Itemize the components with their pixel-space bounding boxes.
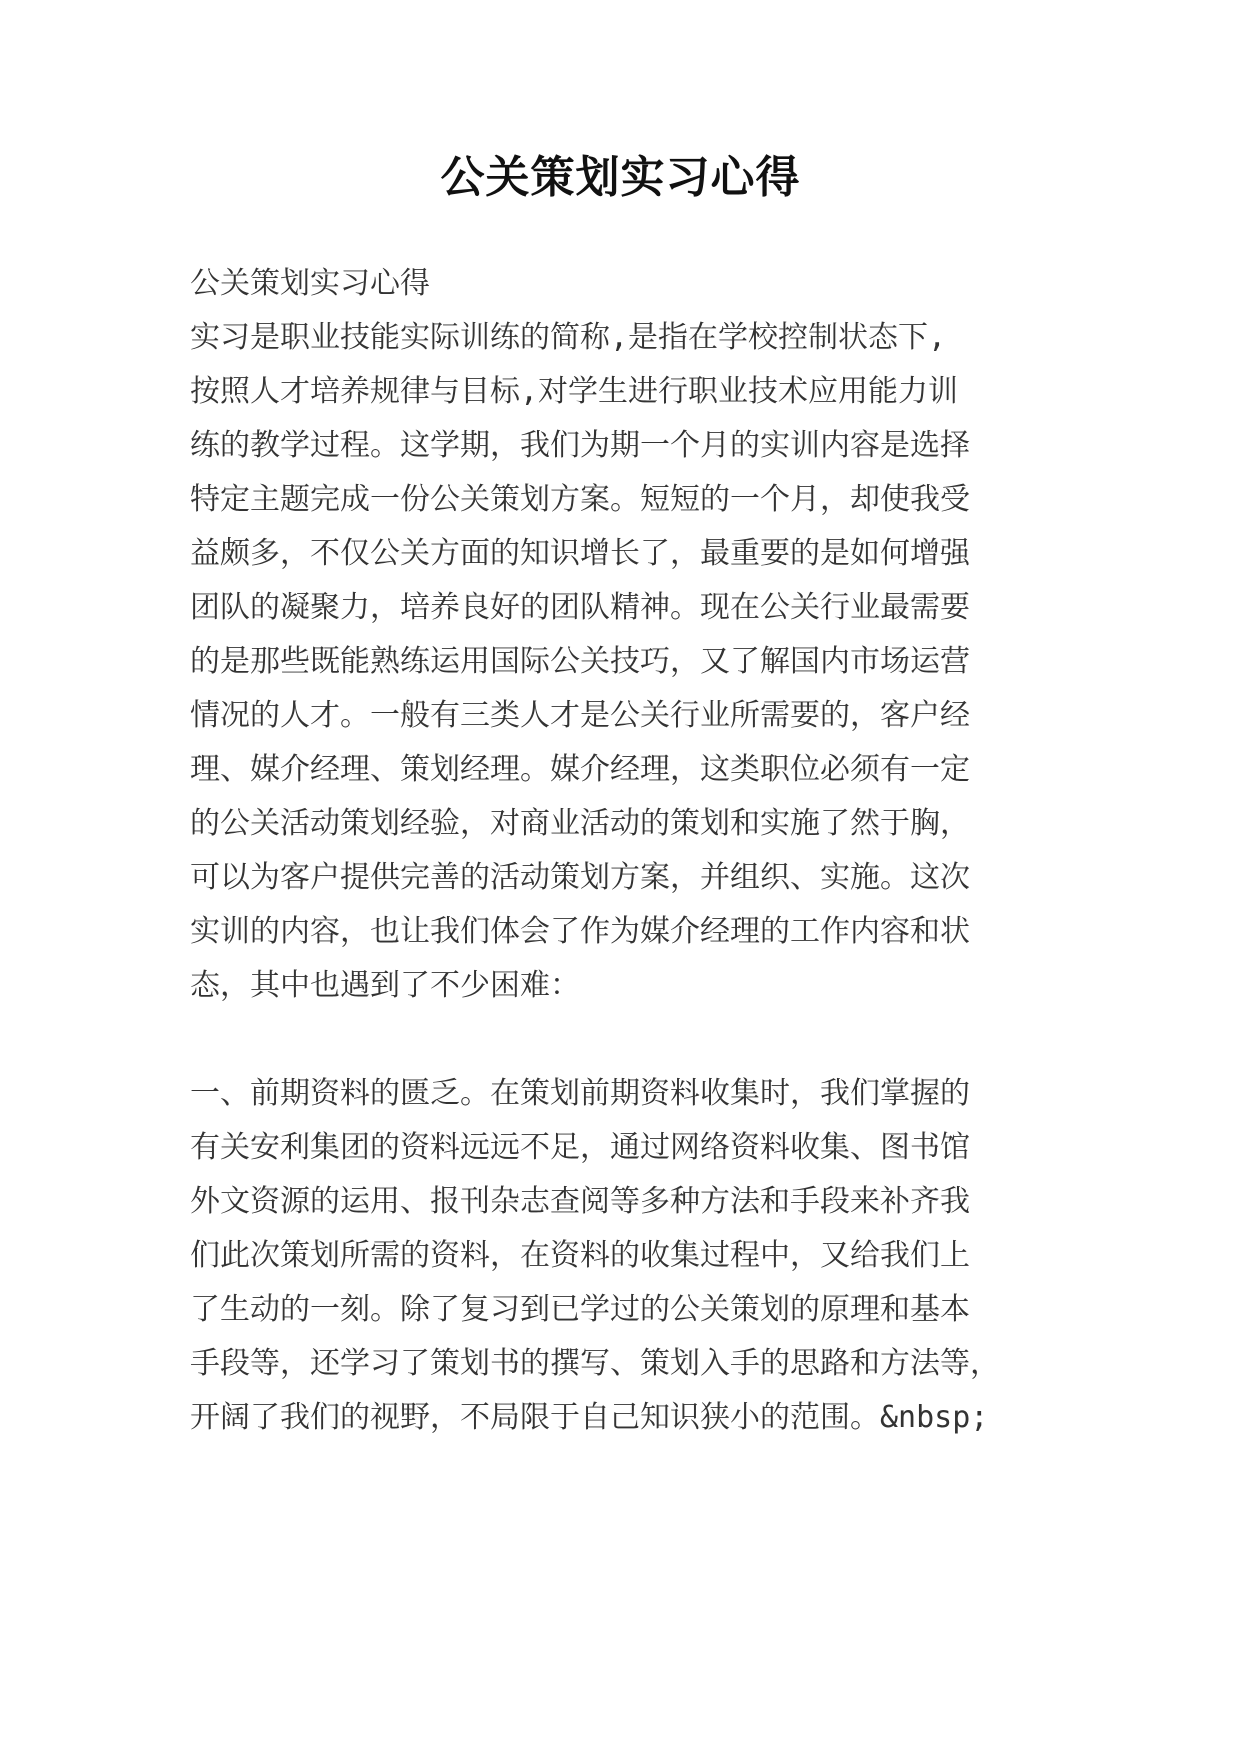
text-line: 们此次策划所需的资料，在资料的收集过程中，又给我们上	[190, 1238, 970, 1273]
text-line: 手段等，还学习了策划书的撰写、策划入手的思路和方法等，	[190, 1346, 1000, 1381]
text-line: 开阔了我们的视野，不局限于自己知识狭小的范围。&nbsp;	[190, 1400, 989, 1435]
text-line: 一、前期资料的匮乏。在策划前期资料收集时，我们掌握的	[190, 1076, 970, 1111]
text-line: 有关安利集团的资料远远不足，通过网络资料收集、图书馆	[190, 1130, 970, 1165]
text-line: 的是那些既能熟练运用国际公关技巧，又了解国内市场运营	[190, 644, 970, 679]
text-line: 按照人才培养规律与目标,对学生进行职业技术应用能力训	[190, 374, 959, 409]
text-line: 益颇多，不仅公关方面的知识增长了，最重要的是如何增强	[190, 536, 970, 571]
text-line: 团队的凝聚力，培养良好的团队精神。现在公关行业最需要	[190, 590, 970, 625]
text-line: 外文资源的运用、报刊杂志查阅等多种方法和手段来补齐我	[190, 1184, 970, 1219]
text-line: 练的教学过程。这学期，我们为期一个月的实训内容是选择	[190, 428, 970, 463]
text-line: 理、媒介经理、策划经理。媒介经理，这类职位必须有一定	[190, 752, 970, 787]
text-line: 实训的内容，也让我们体会了作为媒介经理的工作内容和状	[190, 914, 970, 949]
text-line: 了生动的一刻。除了复习到已学过的公关策划的原理和基本	[190, 1292, 970, 1327]
text-line: 公关策划实习心得	[190, 266, 430, 301]
text-line: 态，其中也遇到了不少困难：	[190, 968, 580, 1003]
text-line: 实习是职业技能实际训练的简称,是指在学校控制状态下,	[190, 320, 947, 355]
text-line: 情况的人才。一般有三类人才是公关行业所需要的，客户经	[190, 698, 970, 733]
document-title: 公关策划实习心得	[440, 152, 801, 203]
text-line: 的公关活动策划经验，对商业活动的策划和实施了然于胸，	[190, 806, 970, 841]
text-line: 可以为客户提供完善的活动策划方案，并组织、实施。这次	[190, 860, 970, 895]
text-line: 特定主题完成一份公关策划方案。短短的一个月，却使我受	[190, 482, 970, 517]
